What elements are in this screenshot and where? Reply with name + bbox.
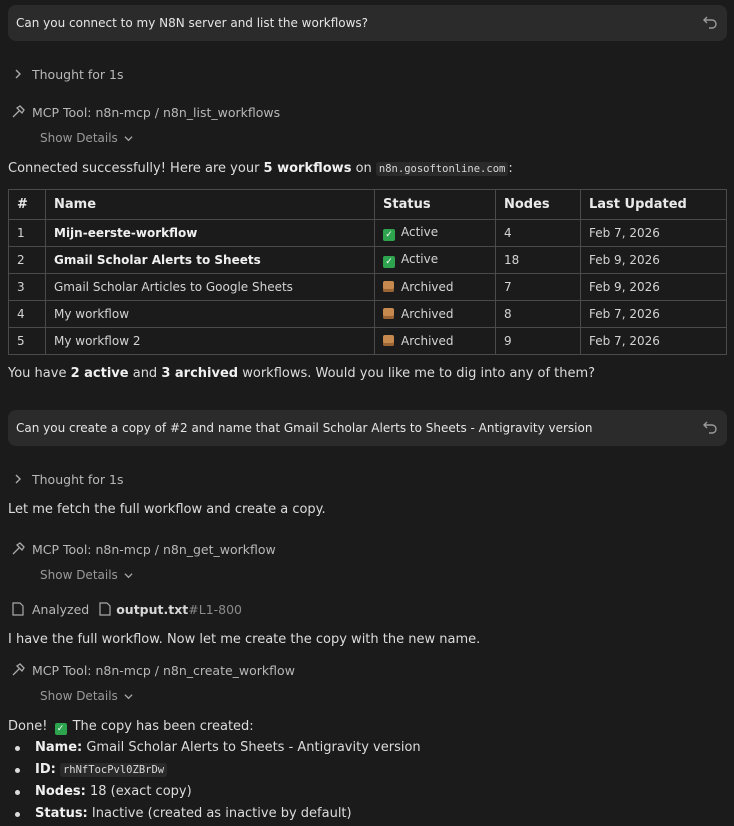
chevron-right-icon <box>10 66 26 82</box>
summary-text <box>8 366 595 381</box>
row-name-cell <box>46 247 375 274</box>
item-value: Inactive (created as inactive by default) <box>87 806 352 821</box>
item-label: Nodes: <box>35 784 86 799</box>
row-status-cell <box>375 247 496 274</box>
list-item <box>35 782 421 804</box>
header-num: # <box>9 190 46 220</box>
chevron-down-icon <box>124 571 133 580</box>
row-status-cell <box>375 274 496 301</box>
summary-d: workflows. Would you like me to dig into any of them? <box>238 366 596 381</box>
table-row <box>9 301 727 328</box>
row-updated: Feb 9, 2026 <box>581 274 727 301</box>
header-status: Status <box>375 190 496 220</box>
check-icon: ✓ <box>55 723 67 735</box>
tool-name: n8n-mcp / n8n_create_workflow <box>95 662 295 678</box>
thought-toggle-2[interactable] <box>10 471 124 487</box>
done-post: The copy has been created: <box>72 719 254 734</box>
package-icon <box>383 308 394 319</box>
row-status: Archived <box>401 334 454 348</box>
mcp-tool-call-2 <box>10 541 276 557</box>
intro-text <box>8 161 513 176</box>
row-nodes: 18 <box>496 247 581 274</box>
item-value: 18 (exact copy) <box>85 784 192 799</box>
summary-archived: 3 archived <box>161 366 239 381</box>
user-message-1 <box>8 5 727 41</box>
mcp-tool-call-3 <box>10 662 295 678</box>
row-name: Gmail Scholar Articles to Google Sheets <box>46 274 375 301</box>
show-details-button-1[interactable] <box>40 131 133 145</box>
row-num: 4 <box>9 301 46 328</box>
row-nodes: 9 <box>496 328 581 355</box>
header-name: Name <box>46 190 375 220</box>
thought-toggle-1[interactable] <box>10 66 124 82</box>
row-num: 1 <box>9 220 46 247</box>
thought-label: Thought for 1s <box>32 471 124 487</box>
analyzed-file-range: #L1-800 <box>188 601 243 617</box>
row-name: My workflow 2 <box>46 328 375 355</box>
row-status: Archived <box>401 307 454 321</box>
row-status: Active <box>401 225 439 239</box>
row-nodes: 7 <box>496 274 581 301</box>
chevron-right-icon <box>10 471 26 487</box>
hammer-icon <box>10 541 26 557</box>
row-status-cell <box>375 220 496 247</box>
show-details-button-3[interactable] <box>40 689 133 703</box>
header-updated: Last Updated <box>581 190 727 220</box>
file-icon <box>97 601 113 617</box>
tool-label: MCP Tool: <box>32 662 92 678</box>
row-updated: Feb 9, 2026 <box>581 247 727 274</box>
chevron-down-icon <box>124 692 133 701</box>
done-pre: Done! <box>8 719 48 734</box>
row-name: Gmail Scholar Alerts to Sheets <box>54 253 261 267</box>
row-num: 2 <box>9 247 46 274</box>
row-num: 5 <box>9 328 46 355</box>
tool-name: n8n-mcp / n8n_list_workflows <box>95 104 281 120</box>
package-icon <box>383 335 394 346</box>
check-icon: ✓ <box>383 229 395 241</box>
row-name: My workflow <box>46 301 375 328</box>
item-label: Status: <box>35 806 88 821</box>
table-row <box>9 274 727 301</box>
hammer-icon <box>10 104 26 120</box>
row-num: 3 <box>9 274 46 301</box>
row-nodes: 4 <box>496 220 581 247</box>
row-updated: Feb 7, 2026 <box>581 220 727 247</box>
tool-name: n8n-mcp / n8n_get_workflow <box>95 541 276 557</box>
summary-c: and <box>128 366 162 381</box>
table-header-row <box>9 190 727 220</box>
row-name-cell <box>46 220 375 247</box>
check-icon: ✓ <box>383 256 395 268</box>
full-workflow-text: I have the full workflow. Now let me create the copy with the new name. <box>8 632 481 647</box>
show-details-label: Show Details <box>40 689 118 703</box>
row-nodes: 8 <box>496 301 581 328</box>
row-status-cell <box>375 328 496 355</box>
summary-active: 2 active <box>70 366 129 381</box>
analyzed-label: Analyzed <box>32 601 90 617</box>
row-name: Mijn-eerste-workflow <box>54 226 198 240</box>
show-details-button-2[interactable] <box>40 568 133 582</box>
item-value: Gmail Scholar Alerts to Sheets - Antigravity version <box>82 740 421 755</box>
list-item <box>35 738 421 760</box>
summary-a: You have <box>8 366 71 381</box>
created-details-list <box>8 738 421 826</box>
show-details-label: Show Details <box>40 131 118 145</box>
item-label: Name: <box>35 740 83 755</box>
fetch-text: Let me fetch the full workflow and create a copy. <box>8 502 326 517</box>
row-updated: Feb 7, 2026 <box>581 328 727 355</box>
mcp-tool-call-1 <box>10 104 280 120</box>
thought-label: Thought for 1s <box>32 66 124 82</box>
show-details-label: Show Details <box>40 568 118 582</box>
user-message-text: Can you connect to my N8N server and list the workflows? <box>16 16 369 30</box>
item-label: ID: <box>35 762 56 777</box>
analyzed-row <box>10 601 242 617</box>
intro-mid: on <box>351 161 376 176</box>
hammer-icon <box>10 662 26 678</box>
analyzed-file-link[interactable] <box>97 601 242 617</box>
undo-icon[interactable] <box>703 420 717 434</box>
list-item <box>35 760 421 782</box>
table-row <box>9 247 727 274</box>
intro-post: : <box>508 161 513 176</box>
row-status: Archived <box>401 280 454 294</box>
workflow-id: rhNfTocPvl0ZBrDw <box>60 763 167 777</box>
row-updated: Feb 7, 2026 <box>581 301 727 328</box>
analyzed-file-name: output.txt <box>116 601 189 617</box>
tool-label: MCP Tool: <box>32 104 92 120</box>
file-icon <box>10 601 26 617</box>
intro-pre: Connected successfully! Here are your <box>8 161 264 176</box>
row-status-cell <box>375 301 496 328</box>
server-host: n8n.gosoftonline.com <box>376 162 508 176</box>
done-text <box>8 719 254 735</box>
chevron-down-icon <box>124 134 133 143</box>
table-row <box>9 328 727 355</box>
user-message-2 <box>8 410 727 446</box>
package-icon <box>383 281 394 292</box>
user-message-text: Can you create a copy of #2 and name that Gmail Scholar Alerts to Sheets - Antigravity version <box>16 421 593 435</box>
intro-bold: 5 workflows <box>263 161 352 176</box>
table-row <box>9 220 727 247</box>
undo-icon[interactable] <box>703 15 717 29</box>
workflows-table <box>8 189 727 355</box>
row-status: Active <box>401 252 439 266</box>
tool-label: MCP Tool: <box>32 541 92 557</box>
header-nodes: Nodes <box>496 190 581 220</box>
